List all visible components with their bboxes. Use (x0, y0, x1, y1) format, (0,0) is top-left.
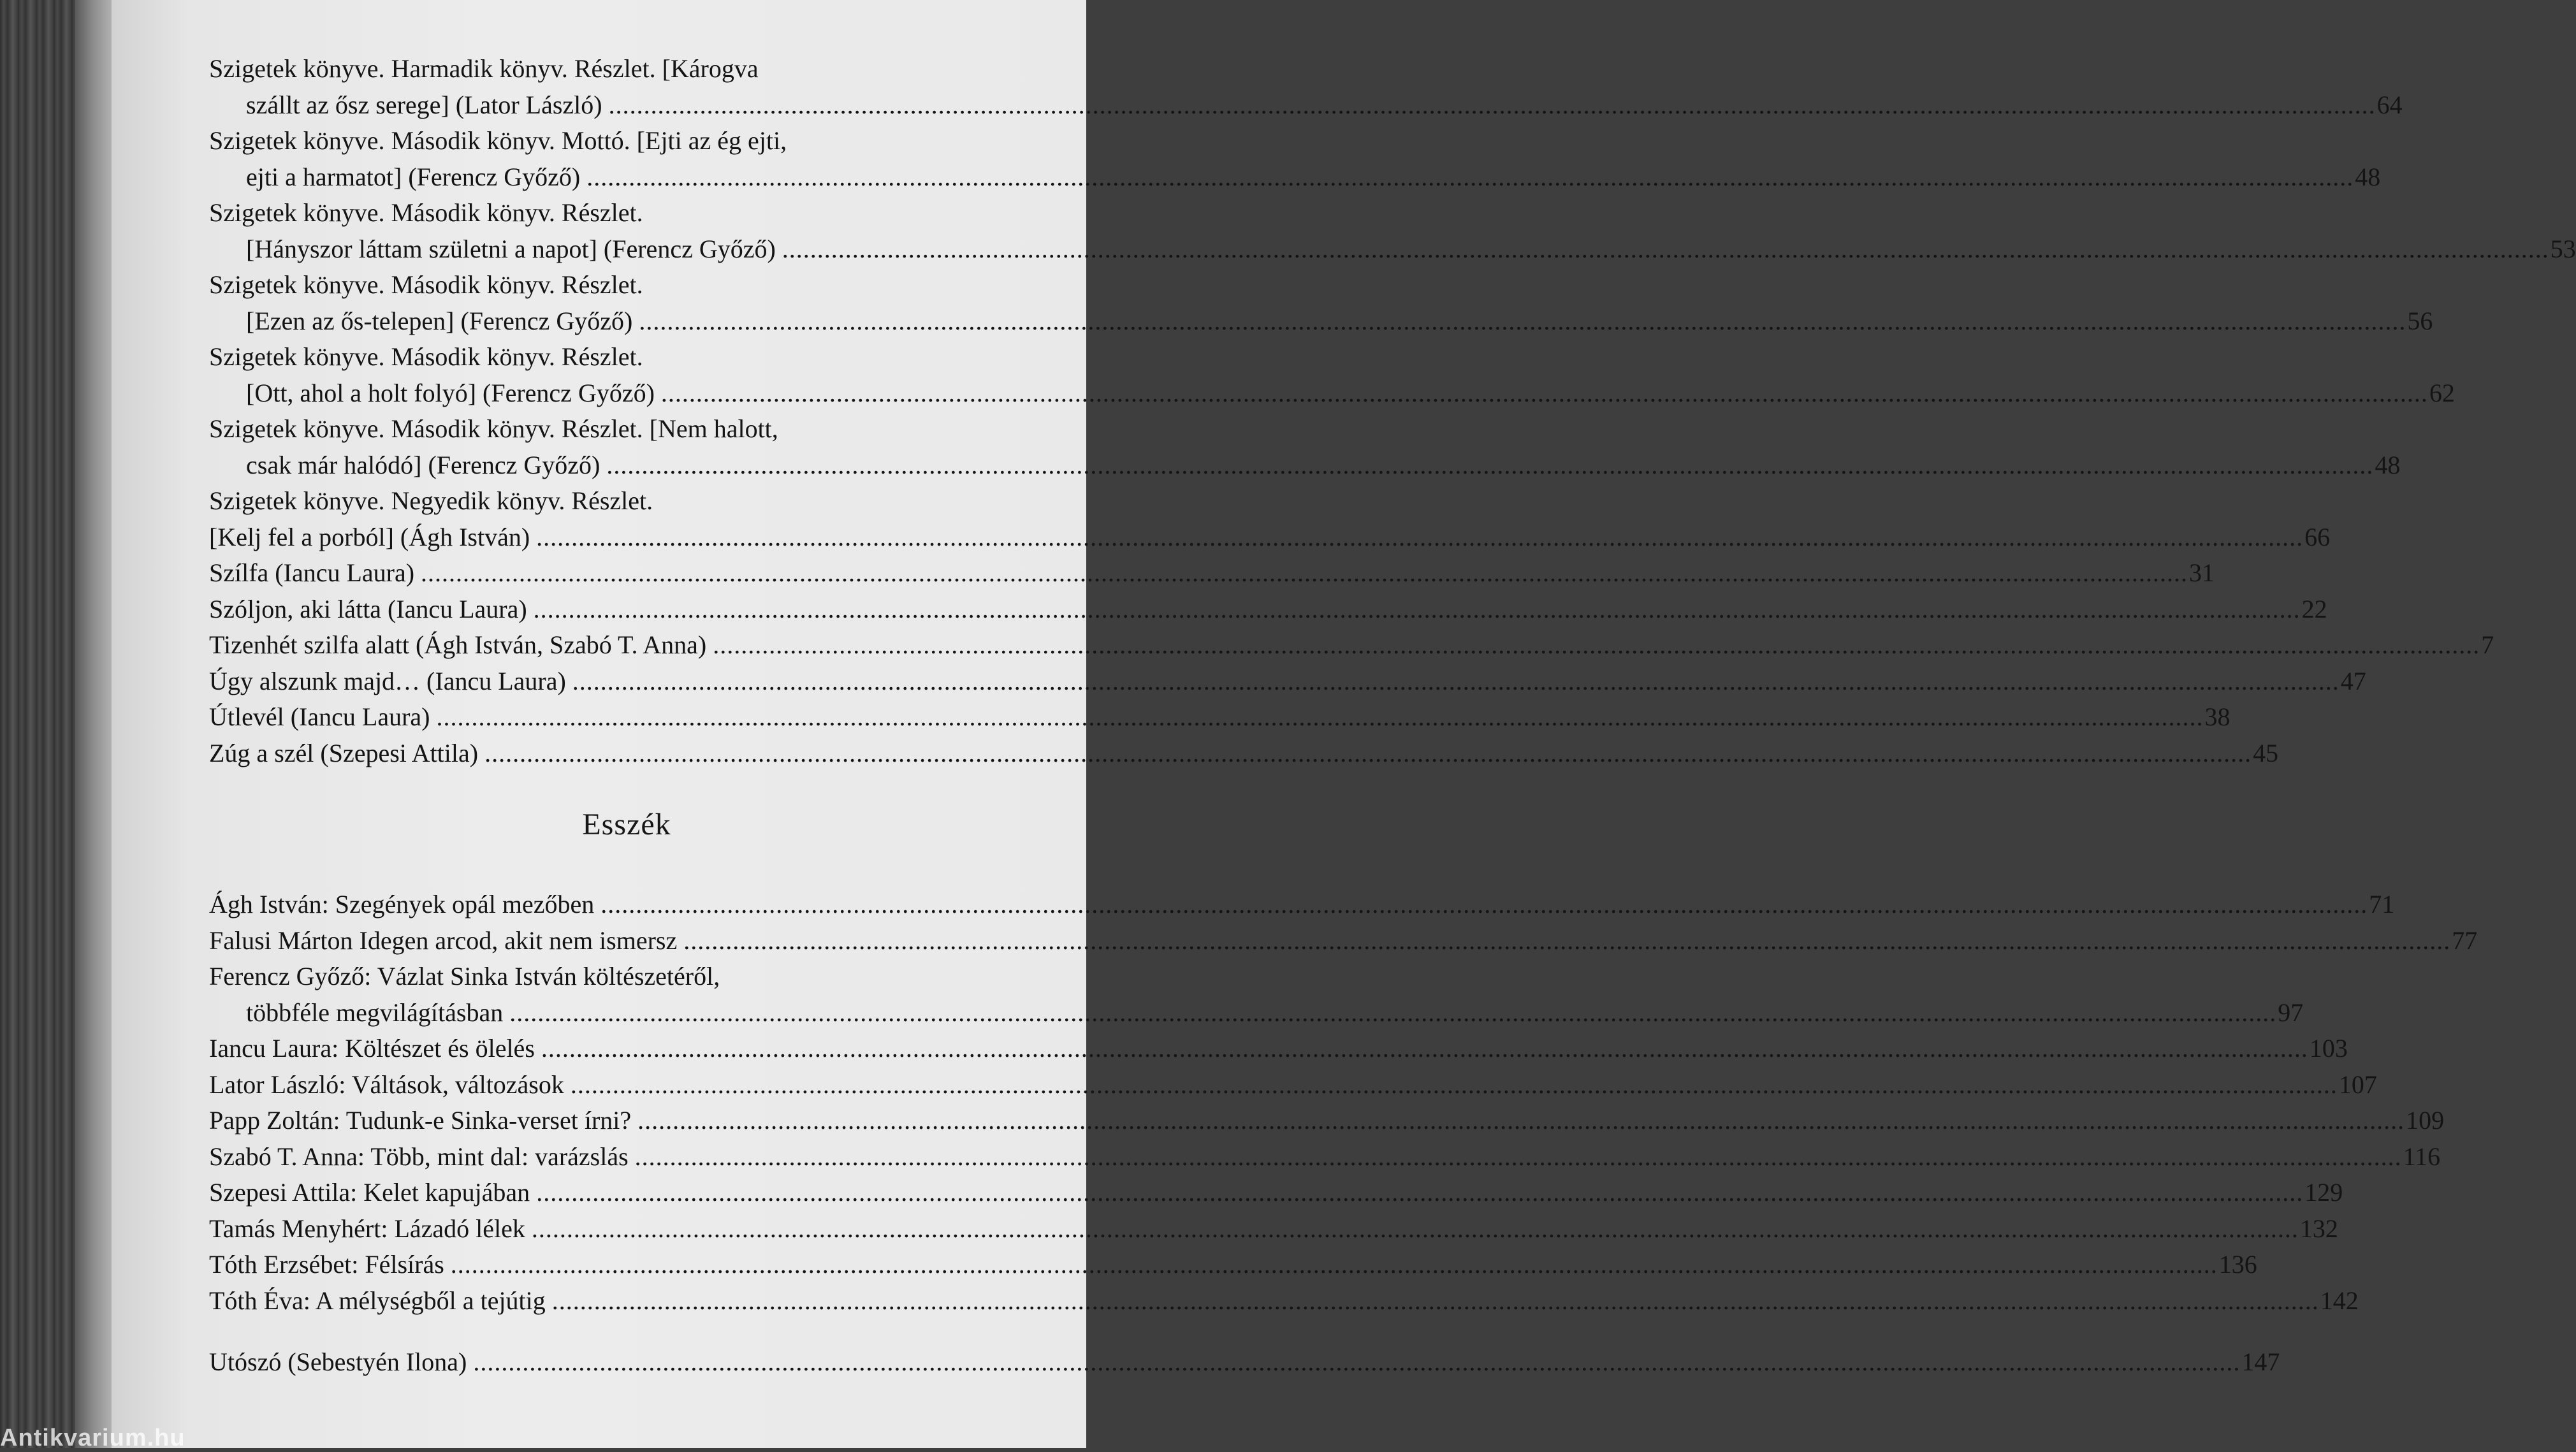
toc-entry-text: Szigetek könyve. Második könyv. Részlet. (209, 270, 643, 299)
toc-page-number: 53 (2550, 234, 2576, 263)
toc-page-number: 132 (2299, 1214, 2338, 1243)
toc-entry-title-line (209, 1103, 2445, 1139)
toc-entry-continuation-line (209, 375, 2455, 412)
toc-page-number: 48 (2355, 162, 2381, 191)
toc-entry-text: Szóljon, aki látta (Iancu Laura) (209, 594, 527, 623)
toc-entry (209, 1139, 2441, 1175)
dot-leader (451, 1247, 2218, 1283)
dot-leader (536, 1175, 2303, 1211)
toc-entry-continuation-line (209, 995, 2304, 1031)
toc-entry-title-line (209, 664, 2366, 700)
dot-leader (600, 887, 2368, 923)
toc-page-number: 62 (2429, 378, 2455, 407)
toc-entry-text: Ágh István: Szegények opál mezőben (209, 890, 595, 918)
toc-page-number: 56 (2407, 306, 2433, 335)
dot-leader (421, 555, 2188, 592)
dot-leader (635, 1139, 2402, 1175)
toc-page-number: 22 (2301, 594, 2327, 623)
toc-entry-text: [Kelj fel a porból] (Ágh István) (209, 522, 530, 551)
toc-entry-title-line (209, 1283, 2359, 1319)
toc-page-number: 64 (2376, 90, 2403, 119)
toc-entry-continuation-line (209, 159, 2381, 196)
book-page (112, 0, 2576, 1448)
toc-entry-continuation-line (209, 447, 2401, 484)
toc-page-number: 142 (2320, 1286, 2359, 1315)
toc-page-number: 48 (2375, 450, 2401, 479)
toc-entry-title-line (209, 1247, 2257, 1283)
toc-entry-text: Utószó (Sebestyén Ilona) (209, 1347, 467, 1376)
toc-entry-continuation-line (209, 303, 2433, 340)
toc-entry-text: [Ezen az ős-telepen] (Ferencz Győző) (246, 306, 633, 335)
dot-leader (552, 1283, 2319, 1319)
toc-entry-text: [Ott, ahol a holt folyó] (Ferencz Győző) (246, 378, 655, 407)
section-gap (209, 1319, 1159, 1344)
toc-entry-text: Papp Zoltán: Tudunk-e Sinka-verset írni? (209, 1106, 632, 1135)
toc-entry (209, 1211, 2338, 1247)
toc-entry (209, 1067, 2377, 1103)
toc-entry (209, 267, 2433, 339)
toc-entry-title-line (209, 699, 2230, 736)
toc-entry-title-line (209, 887, 2395, 923)
toc-entry-title-line (209, 195, 1159, 231)
toc-entry-title-line (209, 1344, 2280, 1381)
dot-leader (713, 627, 2480, 664)
toc-entry-continuation-line (209, 231, 2576, 268)
dot-leader (509, 995, 2276, 1031)
toc-page-number: 107 (2338, 1070, 2377, 1099)
toc-entry-text: Szigetek könyve. Második könyv. Részlet. [Nem halott, (209, 414, 778, 443)
dot-leader (637, 1103, 2405, 1139)
toc-entry-text: Tóth Erzsébet: Félsírás (209, 1250, 444, 1279)
toc-entry (209, 411, 2401, 483)
toc-page-number: 136 (2218, 1250, 2257, 1279)
toc-entry-text: Útlevél (Iancu Laura) (209, 702, 430, 731)
toc-entry-text: Zúg a szél (Szepesi Attila) (209, 738, 479, 767)
dot-leader (534, 592, 2301, 628)
toc-page-number: 77 (2452, 926, 2478, 955)
toc-entry (209, 736, 2279, 772)
toc-entry (209, 627, 2494, 664)
toc-entry-continuation-line (209, 519, 2331, 556)
toc-entry-title-line (209, 483, 1159, 519)
toc-entry (209, 1247, 2257, 1283)
toc-entry-text: Úgy alszunk majd… (Iancu Laura) (209, 666, 566, 695)
toc-essays-list (209, 887, 2478, 1319)
toc-entry-title-line (209, 555, 2215, 592)
toc-entry-title-line (209, 123, 1159, 159)
dot-leader (661, 375, 2428, 412)
toc-entry-text: Szílfa (Iancu Laura) (209, 558, 415, 587)
toc-entry-text: szállt az ősz serege] (Lator László) (246, 90, 602, 119)
toc-entry-title-line (209, 411, 1159, 447)
toc-entry-text: többféle megvilágításban (246, 998, 504, 1027)
toc-entry (209, 959, 2304, 1031)
dot-leader (639, 303, 2406, 340)
toc-entry-title-line (209, 51, 1159, 87)
dot-leader (782, 231, 2549, 268)
toc-entry (209, 339, 2455, 411)
toc-entry-text: Szigetek könyve. Harmadik könyv. Részlet. [Károgva (209, 54, 759, 83)
toc-entry-text: csak már halódó] (Ferencz Győző) (246, 450, 600, 479)
dot-leader (586, 159, 2354, 196)
toc-page-number: 116 (2403, 1142, 2441, 1171)
watermark: Antikvarium.hu (0, 1425, 186, 1451)
toc-page-number: 109 (2406, 1106, 2445, 1135)
toc-page-number: 47 (2340, 666, 2366, 695)
toc-entry (209, 1283, 2359, 1319)
toc-page-number: 103 (2309, 1034, 2348, 1063)
toc-entry-text: Szigetek könyve. Második könyv. Részlet. (209, 198, 643, 227)
dot-leader (484, 736, 2252, 772)
toc-entry-title-line (209, 959, 1159, 995)
dot-leader (606, 447, 2373, 484)
toc-entry (209, 51, 2403, 123)
dot-leader (436, 699, 2203, 736)
dot-leader (571, 1067, 2338, 1103)
dot-leader (532, 1211, 2299, 1247)
toc-entry-text: Szabó T. Anna: Több, mint dal: varázslás (209, 1142, 629, 1171)
toc-entry-title-line (209, 267, 1159, 303)
toc-entry-title-line (209, 1139, 2441, 1175)
toc-entry-text: Tóth Éva: A mélységből a tejútig (209, 1286, 546, 1315)
toc-page-number: 38 (2204, 702, 2230, 731)
dot-leader (609, 87, 2376, 124)
toc-entry (209, 592, 2327, 628)
toc-entry-title-line (209, 923, 2478, 959)
toc-entry-text: Tamás Menyhért: Lázadó lélek (209, 1214, 525, 1243)
dot-leader (572, 664, 2340, 700)
toc-entry-text: Szigetek könyve. Második könyv. Részlet. (209, 342, 643, 371)
toc-entry-text: Szigetek könyve. Második könyv. Mottó. [Ejti az ég ejti, (209, 126, 787, 155)
toc-entry (209, 664, 2366, 700)
toc-page-number: 97 (2278, 998, 2304, 1027)
toc-entry-title-line (209, 736, 2279, 772)
toc-entry-text: Falusi Márton Idegen arcod, akit nem ismersz (209, 926, 678, 955)
toc-entry-text: Tizenhét szilfa alatt (Ágh István, Szabó T. Anna) (209, 630, 707, 659)
toc-entry (209, 887, 2395, 923)
dot-leader (683, 923, 2450, 959)
toc-page-number: 31 (2189, 558, 2215, 587)
toc-page-number: 45 (2253, 738, 2279, 767)
toc-poems-list (209, 51, 2576, 771)
toc-entry-text: [Hányszor láttam születni a napot] (Ferencz Győző) (246, 234, 776, 263)
toc-entry-text: Ferencz Győző: Vázlat Sinka István költészetéről, (209, 962, 720, 991)
toc-page-number: 147 (2241, 1347, 2280, 1376)
toc-page-number: 7 (2481, 630, 2494, 659)
toc-entry (209, 1344, 2280, 1381)
toc-page-number: 66 (2304, 522, 2331, 551)
dot-leader (473, 1344, 2240, 1381)
toc-entry-title-line (209, 1175, 2343, 1211)
dot-leader (541, 1031, 2308, 1067)
toc-entry-title-line (209, 1067, 2377, 1103)
toc-entry-text: Lator László: Váltások, változások (209, 1070, 564, 1099)
toc-entry-text: ejti a harmatot] (Ferencz Győző) (246, 162, 581, 191)
toc-page-number: 71 (2369, 890, 2395, 918)
toc-entry-title-line (209, 339, 1159, 375)
toc-entry (209, 195, 2576, 267)
page-edge (75, 0, 115, 1448)
toc-entry-continuation-line (209, 87, 2403, 124)
section-title-esszek: Esszék (582, 808, 671, 841)
toc-entry (209, 123, 2381, 195)
toc-entry-text: Iancu Laura: Költészet és ölelés (209, 1034, 535, 1063)
toc-entry (209, 1031, 2348, 1067)
dot-leader (536, 519, 2303, 556)
toc-entry-title-line (209, 1211, 2338, 1247)
toc-entry-title-line (209, 627, 2494, 664)
toc-entry (209, 483, 2331, 555)
toc-entry (209, 555, 2215, 592)
toc-entry (209, 1103, 2445, 1139)
toc-entry (209, 923, 2478, 959)
toc-entry (209, 1175, 2343, 1211)
toc-entry-title-line (209, 1031, 2348, 1067)
table-of-contents (209, 51, 2576, 1381)
toc-entry-text: Szepesi Attila: Kelet kapujában (209, 1178, 530, 1207)
toc-entry-text: Szigetek könyve. Negyedik könyv. Részlet. (209, 486, 653, 515)
toc-entry (209, 699, 2230, 736)
toc-entry-title-line (209, 592, 2327, 628)
toc-afterword-list (209, 1344, 2280, 1381)
toc-page-number: 129 (2304, 1178, 2343, 1207)
